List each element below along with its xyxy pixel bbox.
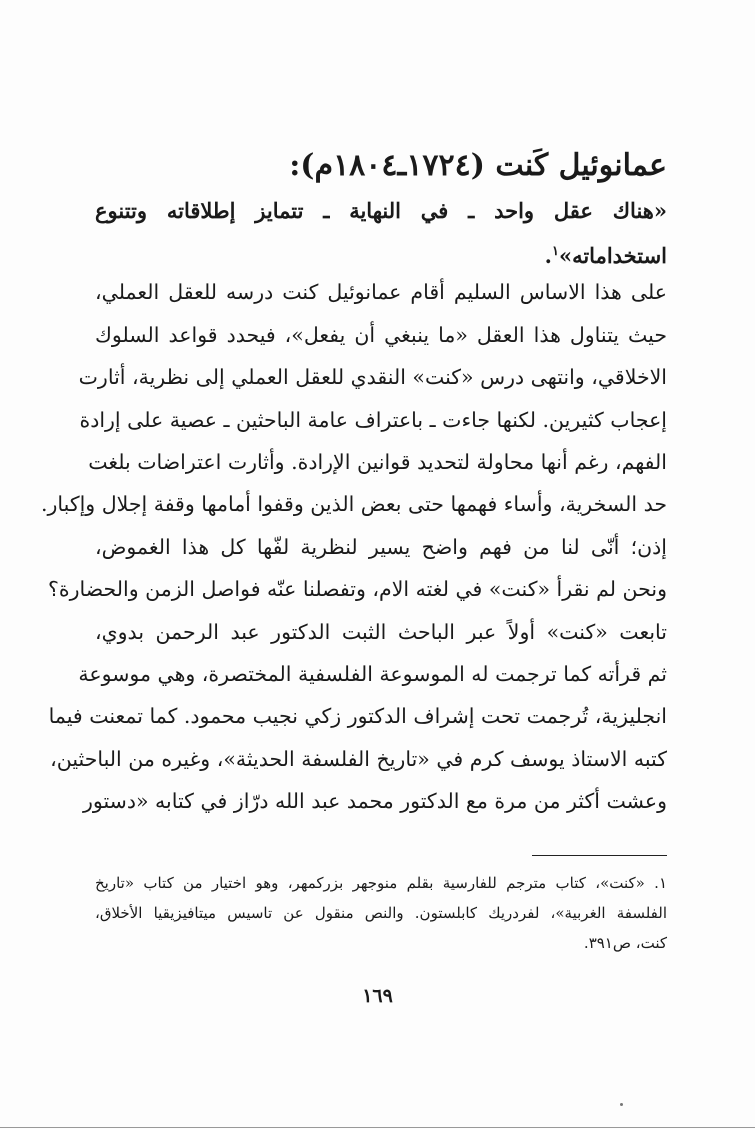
- body-line: وعشت أكثر من مرة مع الدكتور محمد عبد الله درّاز في كتابه «دستور: [83, 789, 667, 813]
- footnote-line: كنت، ص٣٩١.: [583, 934, 667, 952]
- body-line: حد السخرية، وأساء فهمها حتى بعض الذين وقفوا أمامها وقفة إجلال وإكبار.: [40, 492, 667, 516]
- footnote-divider: [532, 855, 667, 856]
- body-line: انجليزية، تُرجمت تحت إشراف الدكتور زكي نجيب محمود. كما تمعنت فيما: [48, 704, 667, 728]
- body-line: تابعت «كنت» أولاً عبر الباحث الثبت الدكتور عبد الرحمن بدوي،: [95, 620, 667, 644]
- section-heading: عمانوئيل كَنت (١٧٢٤ـ١٨٠٤م):: [289, 148, 667, 183]
- body-line: على هذا الاساس السليم أقام عمانوئيل كنت درسه للعقل العملي،: [95, 280, 667, 304]
- body-line: ثم قرأته كما ترجمت له الموسوعة الفلسفية المختصرة، وهي موسوعة: [78, 662, 667, 686]
- body-line: حيث يتناول هذا العقل «ما ينبغي أن يفعل»، فيحدد قواعد السلوك: [95, 323, 667, 347]
- quote-line-2-text: استخداماته»: [558, 243, 667, 268]
- body-line: الفهم، رغم أنها محاولة لتحديد قوانين الإرادة. وأثارت اعتراضات بلغت: [88, 450, 667, 474]
- footnote-line: الفلسفة الغربية»، لفردريك كابلستون. والنص منقول عن تاسيس ميتافيزيقيا الأخلاق،: [95, 904, 667, 922]
- body-line: إعجاب كثيرين. لكنها جاءت ـ باعتراف عامة الباحثين ـ عصية على إرادة: [79, 408, 667, 432]
- scan-speck: [620, 1103, 623, 1106]
- body-line: إذن؛ أنّى لنا من فهم واضح يسير لنظرية لفّها كل هذا الغموض،: [95, 535, 667, 559]
- body-line: ونحن لم نقرأ «كنت» في لغته الام، وتفصلنا عنّه فواصل الزمن والحضارة؟: [47, 577, 667, 601]
- footnote-line: ١. «كنت»، كتاب مترجم للفارسية بقلم منوجهر بزركمهر، وهو اختيار من كتاب «تاريخ: [95, 874, 667, 892]
- quote-line-2: [95, 243, 667, 268]
- body-line: كتبه الاستاذ يوسف كرم في «تاريخ الفلسفة الحديثة»، وغيره من الباحثين،: [50, 747, 667, 771]
- footnote-marker: ١: [551, 244, 559, 259]
- page-number: ١٦٩: [362, 985, 393, 1007]
- quote-line-2-end: .: [544, 243, 552, 268]
- quote-line-1: «هناك عقل واحد ـ في النهاية ـ تتمايز إطلاقاته وتتنوع: [95, 198, 667, 223]
- scan-edge: [0, 1127, 755, 1128]
- body-line: الاخلاقي، وانتهى درس «كنت» النقدي للعقل العملي إلى نظرية، أثارت: [78, 365, 667, 389]
